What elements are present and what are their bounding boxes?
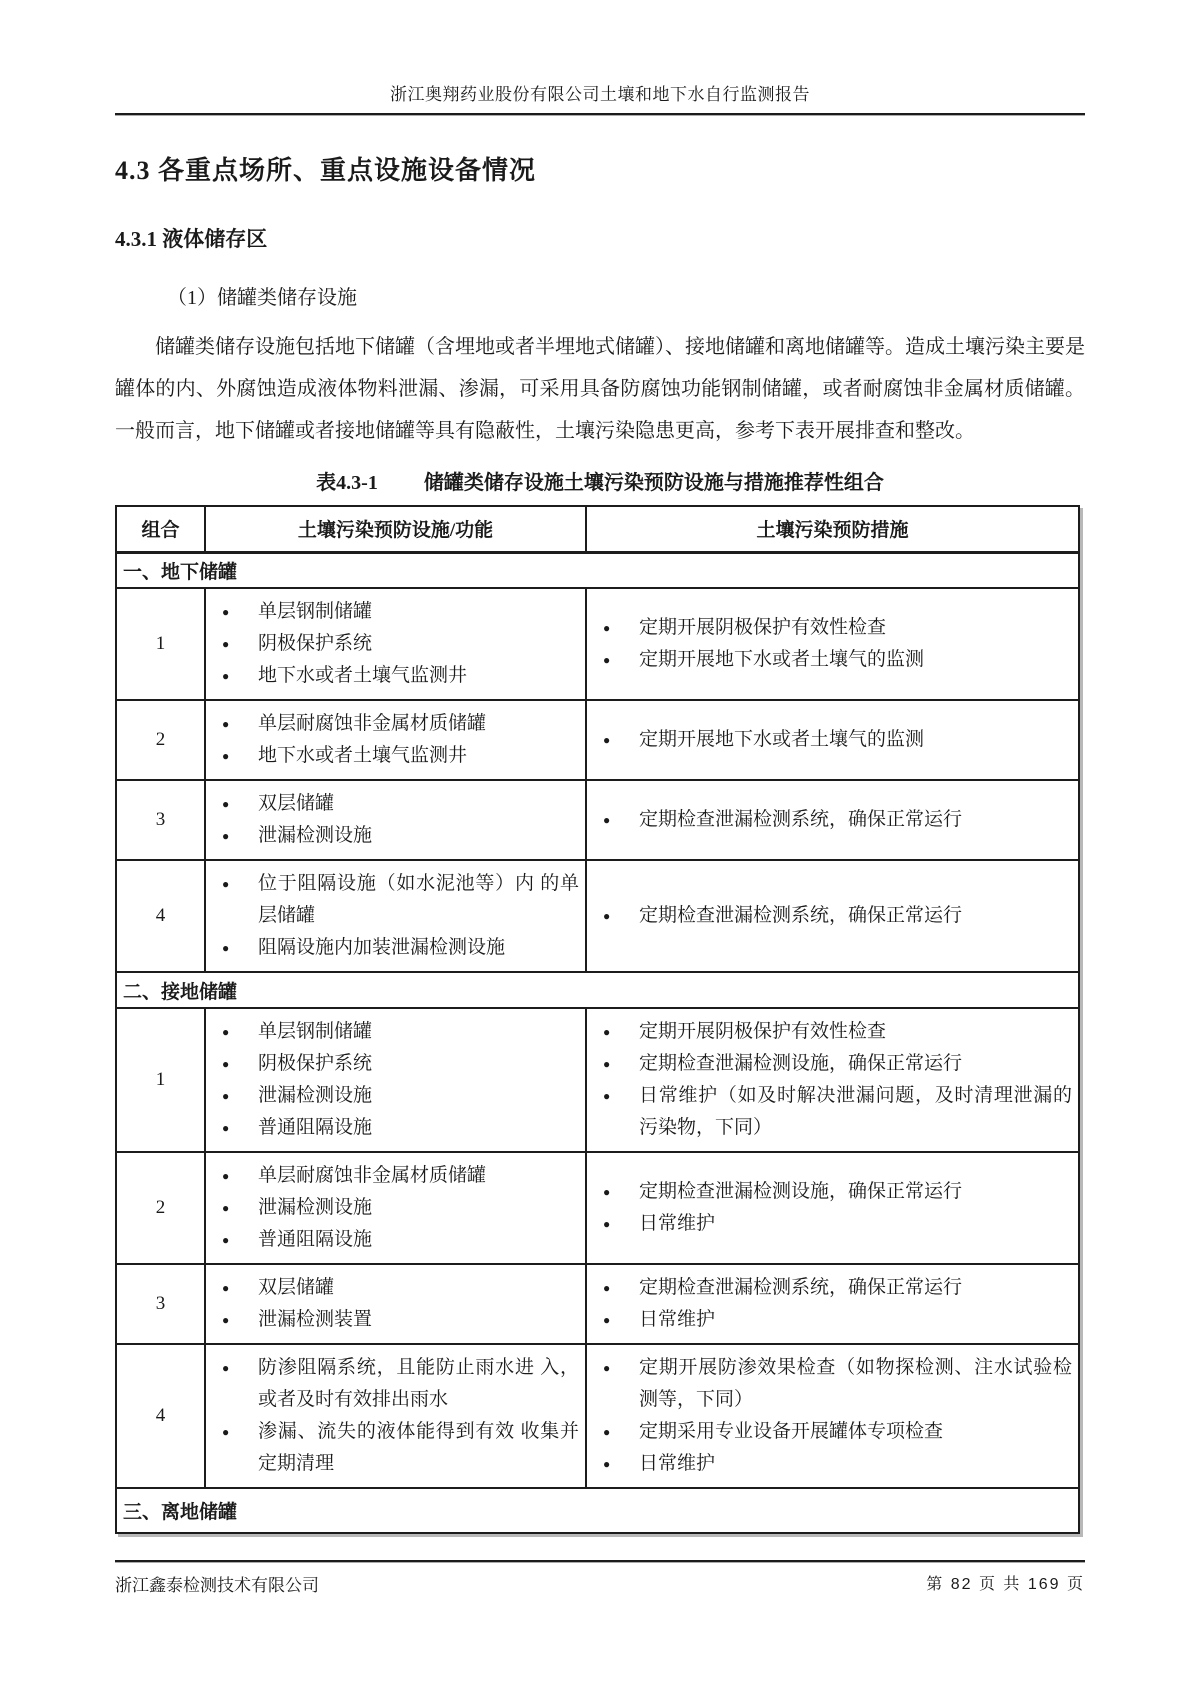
running-header xyxy=(115,0,1085,105)
list-item-text: 双层储罐 xyxy=(258,1277,335,1298)
measures-cell xyxy=(586,860,1079,972)
list-item xyxy=(206,596,579,628)
prevention-table-body xyxy=(116,552,1079,1533)
table-row xyxy=(116,588,1079,700)
bullet-icon: ● xyxy=(222,1025,230,1039)
section-heading: 4.3 各重点场所、重点设施设备情况 xyxy=(115,156,537,185)
facilities-cell xyxy=(205,1008,586,1152)
table-caption-label: 表4.3-1 xyxy=(316,472,378,494)
list-item-text: 泄漏检测设施 xyxy=(258,825,373,846)
list-item-text: 地下水或者土壤气监测井 xyxy=(258,665,468,686)
bullet-icon: ● xyxy=(222,637,230,651)
bullet-icon: ● xyxy=(603,1425,611,1439)
list-item-text: 地下水或者土壤气监测井 xyxy=(258,745,468,766)
list-item xyxy=(206,820,579,852)
bullet-icon: ● xyxy=(222,829,230,843)
combination-number: 1 xyxy=(116,588,205,700)
list-item xyxy=(587,612,1072,644)
bullet-icon: ● xyxy=(222,1169,230,1183)
bullet-icon: ● xyxy=(222,797,230,811)
bullet-icon: ● xyxy=(222,1121,230,1135)
table-row xyxy=(116,1008,1079,1152)
table-row xyxy=(116,780,1079,860)
running-header-title: 浙江奥翔药业股份有限公司土壤和地下水自行监测报告 xyxy=(390,85,810,104)
body-paragraph: 储罐类储存设施包括地下储罐（含埋地或者半埋地式储罐）、接地储罐和离地储罐等。造成土壤污染主要是罐体的内、外腐蚀造成液体物料泄漏、渗漏，可采用具备防腐蚀功能钢制储罐，或者耐腐蚀非金属材质储罐。一般而言，地下储罐或者接地储罐等具有隐蔽性，土壤污染隐患更高，参考下表开展排查和整改。 xyxy=(115,336,1085,442)
table-section-title: 一、地下储罐 xyxy=(116,552,1079,588)
header-divider xyxy=(115,113,1085,116)
bullet-icon: ● xyxy=(603,813,611,827)
combination-number: 4 xyxy=(116,860,205,972)
list-item xyxy=(587,1016,1072,1048)
bullet-icon: ● xyxy=(603,621,611,635)
running-footer xyxy=(115,1560,1085,1596)
list-item xyxy=(587,1080,1072,1144)
list-item-text: 定期开展阴极保护有效性检查 xyxy=(639,1021,887,1042)
list-item xyxy=(587,1416,1072,1448)
bullet-icon: ● xyxy=(603,1313,611,1327)
list-item xyxy=(206,1112,579,1144)
list-item-text: 定期检查泄漏检测设施，确保正常运行 xyxy=(639,1181,963,1202)
table-caption xyxy=(115,466,1085,495)
list-item-text: 泄漏检测装置 xyxy=(258,1309,373,1330)
list-item xyxy=(206,1224,579,1256)
combination-number: 2 xyxy=(116,1152,205,1264)
measures-cell xyxy=(586,700,1079,780)
list-item xyxy=(587,900,1072,932)
bullet-icon: ● xyxy=(603,1217,611,1231)
table-section-title: 二、接地储罐 xyxy=(116,972,1079,1008)
bullet-icon: ● xyxy=(222,877,230,891)
list-item xyxy=(206,1352,579,1416)
list-item-text: 泄漏检测设施 xyxy=(258,1197,373,1218)
list-item xyxy=(206,660,579,692)
list-item-text: 定期开展地下水或者土壤气的监测 xyxy=(639,729,925,750)
list-item-text: 定期开展防渗效果检查（如物探检测、注水试验检测等，下同） xyxy=(639,1357,1072,1410)
list-item xyxy=(587,1176,1072,1208)
table-section-row xyxy=(116,552,1079,588)
list-item xyxy=(587,1352,1072,1416)
list-item xyxy=(587,1304,1072,1336)
list-item-text: 单层耐腐蚀非金属材质储罐 xyxy=(258,713,487,734)
list-item xyxy=(587,1048,1072,1080)
list-item-text: 阻隔设施内加装泄漏检测设施 xyxy=(258,937,506,958)
list-item-text: 定期检查泄漏检测设施，确保正常运行 xyxy=(639,1053,963,1074)
bullet-icon: ● xyxy=(222,1233,230,1247)
measures-cell xyxy=(586,588,1079,700)
list-item-text: 单层耐腐蚀非金属材质储罐 xyxy=(258,1165,487,1186)
list-item xyxy=(206,708,579,740)
list-item-text: 位于阻隔设施（如水泥池等）内 的单层储罐 xyxy=(258,873,579,926)
table-caption-title: 储罐类储存设施土壤污染预防设施与措施推荐性组合 xyxy=(423,472,884,494)
list-item-text: 定期采用专业设备开展罐体专项检查 xyxy=(639,1421,944,1442)
facilities-cell xyxy=(205,588,586,700)
bullet-icon: ● xyxy=(222,1089,230,1103)
bullet-icon: ● xyxy=(603,1057,611,1071)
list-item-text: 单层钢制储罐 xyxy=(258,1021,373,1042)
bullet-icon: ● xyxy=(222,1201,230,1215)
list-item-text: 定期检查泄漏检测系统，确保正常运行 xyxy=(639,905,963,926)
list-item xyxy=(206,1160,579,1192)
bullet-icon: ● xyxy=(603,1457,611,1471)
list-item-text: 阴极保护系统 xyxy=(258,633,373,654)
list-item xyxy=(587,724,1072,756)
table-header-measures: 土壤污染预防措施 xyxy=(586,506,1079,552)
facilities-cell xyxy=(205,1152,586,1264)
combination-number: 2 xyxy=(116,700,205,780)
table-section-title: 三、离地储罐 xyxy=(116,1488,1079,1533)
list-item-text: 定期开展阴极保护有效性检查 xyxy=(639,617,887,638)
table-row xyxy=(116,1264,1079,1344)
list-item xyxy=(206,1304,579,1336)
footer-divider xyxy=(115,1560,1085,1563)
list-item xyxy=(587,1272,1072,1304)
combination-number: 3 xyxy=(116,1264,205,1344)
list-item xyxy=(206,1080,579,1112)
table-header-facilities: 土壤污染预防设施/功能 xyxy=(205,506,586,552)
list-item-text: 普通阻隔设施 xyxy=(258,1229,373,1250)
table-header-combination: 组合 xyxy=(116,506,205,552)
list-item-text: 定期开展地下水或者土壤气的监测 xyxy=(639,649,925,670)
table-section-row xyxy=(116,1488,1079,1533)
list-item-text: 日常维护 xyxy=(639,1309,716,1330)
bullet-icon: ● xyxy=(603,733,611,747)
prevention-table xyxy=(115,505,1080,1534)
table-row xyxy=(116,1152,1079,1264)
combination-number: 4 xyxy=(116,1344,205,1488)
bullet-icon: ● xyxy=(603,1185,611,1199)
list-item-text: 普通阻隔设施 xyxy=(258,1117,373,1138)
list-item xyxy=(206,1416,579,1480)
list-item xyxy=(206,868,579,932)
list-item-text: 日常维护 xyxy=(639,1453,716,1474)
table-header-row xyxy=(116,506,1079,552)
list-item-text: 双层储罐 xyxy=(258,793,335,814)
list-item-text: 单层钢制储罐 xyxy=(258,601,373,622)
list-item xyxy=(206,1192,579,1224)
list-item xyxy=(587,1208,1072,1240)
subsection-heading: 4.3.1 液体储存区 xyxy=(115,227,268,251)
list-item-text: 定期检查泄漏检测系统，确保正常运行 xyxy=(639,809,963,830)
facilities-cell xyxy=(205,780,586,860)
bullet-icon: ● xyxy=(222,1057,230,1071)
combination-number: 3 xyxy=(116,780,205,860)
table-section-row xyxy=(116,972,1079,1008)
bullet-icon: ● xyxy=(222,1361,230,1375)
list-item-text: 日常维护 xyxy=(639,1213,716,1234)
table-row xyxy=(116,700,1079,780)
bullet-icon: ● xyxy=(603,653,611,667)
bullet-icon: ● xyxy=(222,1281,230,1295)
table-row xyxy=(116,860,1079,972)
list-item-text: 日常维护（如及时解决泄漏问题，及时清理泄漏的污染物，下同） xyxy=(639,1085,1072,1138)
bullet-icon: ● xyxy=(222,749,230,763)
facilities-cell xyxy=(205,700,586,780)
bullet-icon: ● xyxy=(222,1313,230,1327)
list-item xyxy=(587,644,1072,676)
list-item xyxy=(587,804,1072,836)
combination-number: 1 xyxy=(116,1008,205,1152)
list-item-text: 定期检查泄漏检测系统，确保正常运行 xyxy=(639,1277,963,1298)
table-row xyxy=(116,1344,1079,1488)
list-item xyxy=(206,628,579,660)
footer-company: 浙江鑫泰检测技术有限公司 xyxy=(115,1576,319,1595)
bullet-icon: ● xyxy=(222,717,230,731)
list-item-text: 泄漏检测设施 xyxy=(258,1085,373,1106)
list-item xyxy=(206,1048,579,1080)
list-item-heading: （1）储罐类储存设施 xyxy=(167,287,357,309)
list-item-text: 渗漏、流失的液体能得到有效 收集并定期清理 xyxy=(258,1421,579,1474)
bullet-icon: ● xyxy=(603,1361,611,1375)
list-item-text: 防渗阻隔系统，且能防止雨水进 入，或者及时有效排出雨水 xyxy=(258,1357,579,1410)
list-item xyxy=(206,932,579,964)
bullet-icon: ● xyxy=(603,909,611,923)
measures-cell xyxy=(586,1264,1079,1344)
bullet-icon: ● xyxy=(222,669,230,683)
list-item xyxy=(206,740,579,772)
bullet-icon: ● xyxy=(603,1281,611,1295)
list-item xyxy=(206,788,579,820)
bullet-icon: ● xyxy=(222,1425,230,1439)
bullet-icon: ● xyxy=(222,605,230,619)
bullet-icon: ● xyxy=(603,1089,611,1103)
measures-cell xyxy=(586,1008,1079,1152)
measures-cell xyxy=(586,1152,1079,1264)
bullet-icon: ● xyxy=(603,1025,611,1039)
facilities-cell xyxy=(205,1344,586,1488)
list-item xyxy=(587,1448,1072,1480)
facilities-cell xyxy=(205,1264,586,1344)
footer-page-number: 第 82 页 共 169 页 xyxy=(926,1576,1085,1593)
list-item-text: 阴极保护系统 xyxy=(258,1053,373,1074)
measures-cell xyxy=(586,1344,1079,1488)
bullet-icon: ● xyxy=(222,941,230,955)
list-item xyxy=(206,1272,579,1304)
list-item xyxy=(206,1016,579,1048)
measures-cell xyxy=(586,780,1079,860)
facilities-cell xyxy=(205,860,586,972)
